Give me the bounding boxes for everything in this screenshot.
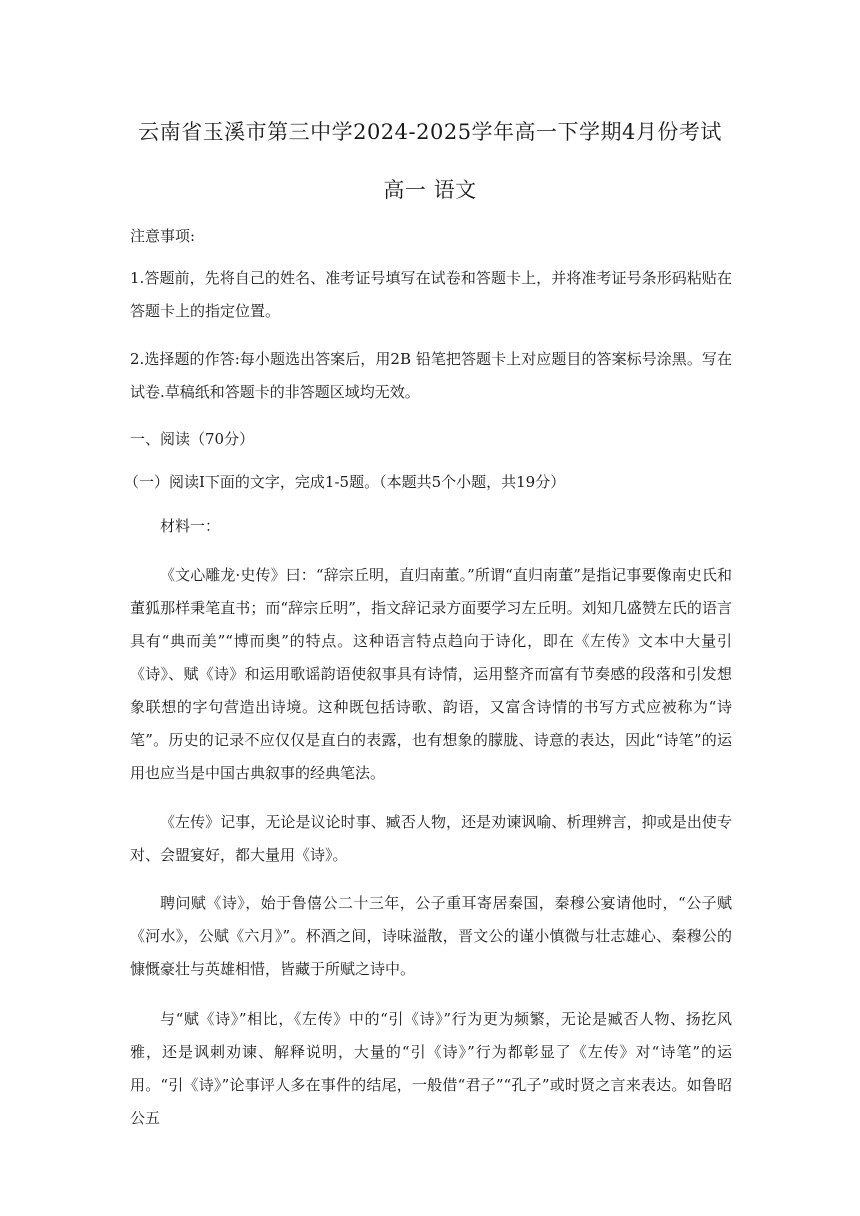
paragraph-4: 与“赋《诗》”相比，《左传》中的“引《诗》”行为更为频繁，无论是臧否人物、扬扢风雅，还是讽刺劝谏、解释说明，大量的“引《诗》”行为都彰显了《左传》对“诗笔”的运用。“引《诗》”论事评人多在事件的结尾，一般借“君子”“孔子”或时贤之言来表达。如鲁昭公五 [130, 1010, 732, 1127]
material-label: 材料一： [160, 517, 221, 535]
exam-title: 云南省玉溪市第三中学2024-2025学年高一下学期4月份考试 [138, 120, 722, 144]
exam-subtitle: 高一 语文 [383, 178, 477, 202]
paragraph-3: 聘问赋《诗》，始于鲁僖公二十三年，公子重耳寄居秦国，秦穆公宴请他时，“公子赋《河水》，公赋《六月》”。杯酒之间，诗味溢散，晋文公的谨小慎微与壮志雄心、秦穆公的慷慨豪壮与英雄相惜，皆藏于所赋之诗中。 [130, 894, 732, 978]
notice-item-2: 2.选择题的作答:每小题选出答案后，用2B 铅笔把答题卡上对应题目的答案标号涂黑。写在试卷.草稿纸和答题卡的非答题区域均无效。 [130, 350, 732, 401]
notice-item-1: 1.答题前，先将自己的姓名、准考证号填写在试卷和答题卡上，并将准考证号条形码粘贴在答题卡上的指定位置。 [130, 269, 732, 320]
notice-heading: 注意事项: [130, 227, 196, 245]
paragraph-2: 《左传》记事，无论是议论时事、臧否人物，还是劝谏讽喻、析理辨言，抑或是出使专对、会盟宴好，都大量用《诗》。 [130, 813, 732, 864]
section-heading: 一、阅读（70分） [130, 430, 255, 448]
subsection-heading: （一）阅读Ⅰ下面的文字，完成1-5题。（本题共5个小题，共19分） [124, 473, 566, 491]
paragraph-1: 《文心雕龙·史传》曰：“辞宗丘明，直归南董。”所谓“直归南董”是指记事要像南史氏和董狐那样秉笔直书；而“辞宗丘明”，指文辞记录方面要学习左丘明。刘知几盛赞左氏的语言具有“典而美”“博而奥”的特点。这种语言特点趋向于诗化，即在《左传》文本中大量引《诗》、赋《诗》和运用歌谣韵语使叙事具有诗情，运用整齐而富有节奏感的段落和引发想象联想的字句营造出诗境。这种既包括诗歌、韵语，又富含诗情的书写方式应被称为“诗笔”。历史的记录不应仅仅是直白的表露，也有想象的朦胧、诗意的表达，因此“诗笔”的运用也应当是中国古典叙事的经典笔法。 [130, 566, 732, 782]
